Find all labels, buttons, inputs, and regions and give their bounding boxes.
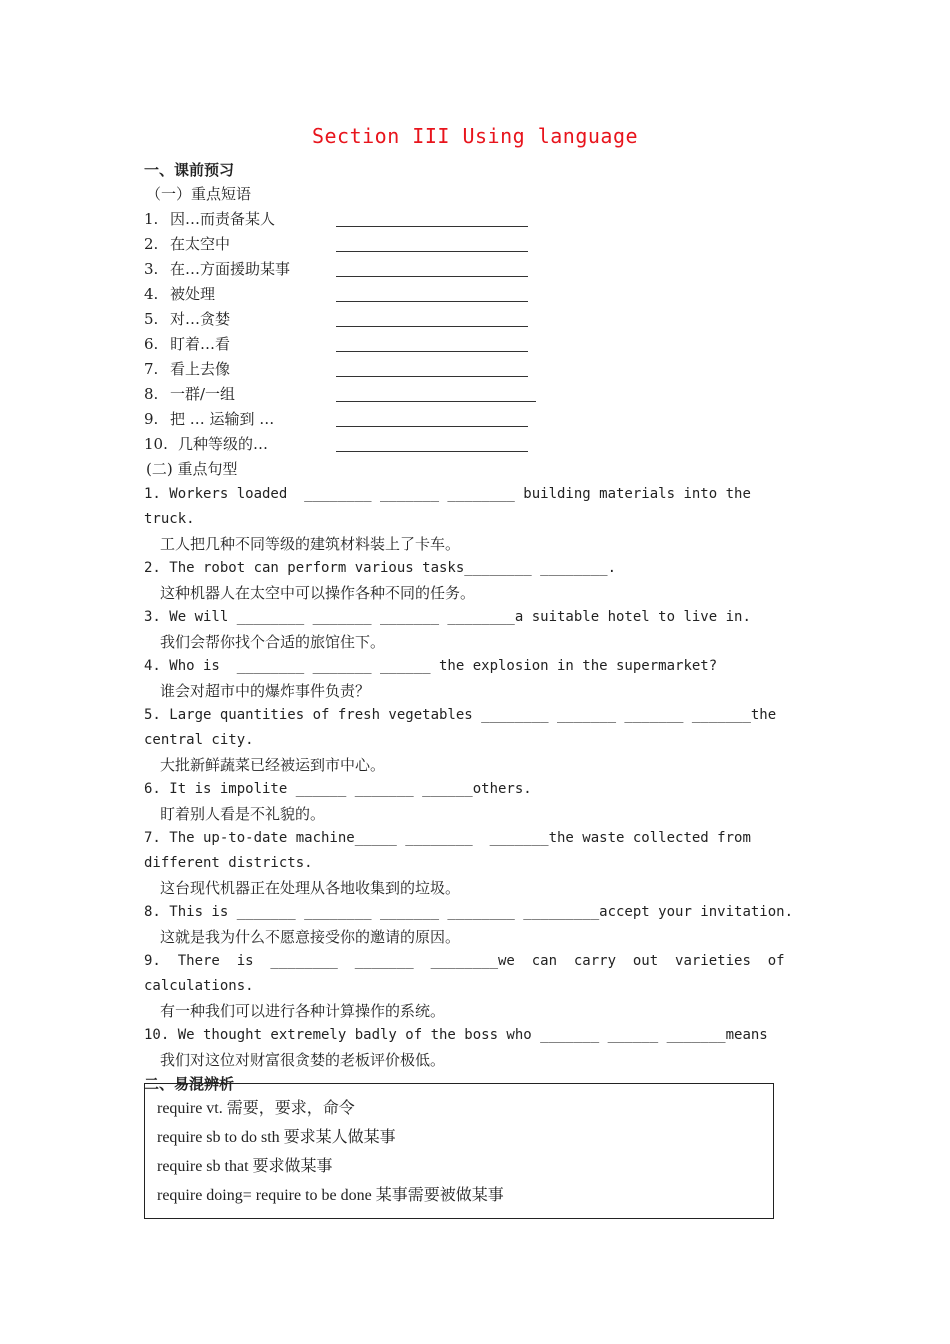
phrase-chinese: 因…而责备某人 <box>170 210 276 228</box>
key-sentences-heading: (二) 重点句型 <box>146 460 238 478</box>
sentence-item <box>144 1023 806 1072</box>
key-phrases-heading: （一）重点短语 <box>146 185 252 203</box>
phrase-chinese: 把 … 运输到 … <box>170 410 275 428</box>
answer-blank[interactable] <box>336 409 528 427</box>
phrase-number: 1. <box>144 210 159 228</box>
phrase-chinese: 被处理 <box>170 285 216 303</box>
sentence-english: 2. The robot can perform various tasks________ ________. <box>144 560 617 576</box>
sentence-chinese: 我们对这位对财富很贪婪的老板评价极低。 <box>160 1051 446 1069</box>
answer-blank[interactable] <box>336 359 528 377</box>
sentence-english: 3. We will ________ _______ _______ ________a suitable hotel to live in. <box>144 609 751 625</box>
part1-heading: 一、课前预习 <box>144 161 235 179</box>
phrase-chinese: 看上去像 <box>170 360 231 378</box>
answer-blank[interactable] <box>336 309 528 327</box>
box-line: require sb to do sth 要求某人做某事 <box>157 1129 396 1146</box>
sentence-item <box>144 703 806 777</box>
sentence-english: 5. Large quantities of fresh vegetables ________ _______ _______ _______the central city. <box>144 707 785 748</box>
answer-blank[interactable] <box>336 259 528 277</box>
phrase-chinese: 盯着…看 <box>170 335 231 353</box>
answer-blank[interactable] <box>336 434 528 452</box>
sentence-english: 9. There is ________ _______ ________we can carry out varieties of calculations. <box>144 953 794 994</box>
phrase-number: 8. <box>144 385 159 403</box>
sentence-chinese: 大批新鲜蔬菜已经被运到市中心。 <box>160 756 386 774</box>
phrase-chinese: 在…方面援助某事 <box>170 260 291 278</box>
box-line: require sb that 要求做某事 <box>157 1158 333 1175</box>
sentence-english: 4. Who is ________ _______ ______ the explosion in the supermarket? <box>144 658 718 674</box>
sentence-english: 1. Workers loaded ________ _______ ________ building materials into the truck. <box>144 486 760 527</box>
sentence-item <box>144 556 806 605</box>
phrase-item <box>144 357 806 382</box>
phrase-number: 6. <box>144 335 159 353</box>
sentence-english: 7. The up-to-date machine_____ ________ _______the waste collected from different districts. <box>144 830 760 871</box>
phrase-item <box>144 307 806 332</box>
answer-blank[interactable] <box>336 384 536 402</box>
phrase-list <box>144 207 806 457</box>
sentence-item <box>144 777 806 826</box>
phrase-item <box>144 257 806 282</box>
sentence-english: 10. We thought extremely badly of the boss who _______ ______ _______means <box>144 1027 768 1043</box>
box-line: require vt. 需要，要求，命令 <box>157 1100 355 1117</box>
phrase-number: 5. <box>144 310 159 328</box>
phrase-chinese: 一群/一组 <box>170 385 236 403</box>
phrase-number: 2. <box>144 235 159 253</box>
worksheet <box>144 120 806 1096</box>
sentence-item <box>144 949 806 1023</box>
answer-blank[interactable] <box>336 284 528 302</box>
sentence-chinese: 这种机器人在太空中可以操作各种不同的任务。 <box>160 584 476 602</box>
phrase-chinese: 对…贪婪 <box>170 310 231 328</box>
sentence-chinese: 盯着别人看是不礼貌的。 <box>160 805 326 823</box>
sentence-list <box>144 482 806 1072</box>
phrase-number: 7. <box>144 360 159 378</box>
phrase-number: 10. <box>144 435 168 453</box>
sentence-chinese: 工人把几种不同等级的建筑材料装上了卡车。 <box>160 535 461 553</box>
comparison-box <box>144 1083 774 1219</box>
sentence-chinese: 这就是我为什么不愿意接受你的邀请的原因。 <box>160 928 461 946</box>
phrase-item <box>144 407 806 432</box>
phrase-item <box>144 382 806 407</box>
phrase-item <box>144 332 806 357</box>
phrase-item <box>144 207 806 232</box>
sentence-english: 8. This is _______ ________ _______ ________ _________accept your invitation. <box>144 904 794 920</box>
sentence-english: 6. It is impolite ______ _______ ______others. <box>144 781 532 797</box>
answer-blank[interactable] <box>336 209 528 227</box>
phrase-number: 4. <box>144 285 159 303</box>
phrase-number: 9. <box>144 410 159 428</box>
answer-blank[interactable] <box>336 234 528 252</box>
phrase-chinese: 在太空中 <box>170 235 231 253</box>
phrase-item <box>144 232 806 257</box>
part2-heading: 二、易混辨析 <box>144 1075 235 1093</box>
sentence-item <box>144 654 806 703</box>
phrase-chinese: 几种等级的… <box>178 435 269 453</box>
box-line: require doing= require to be done 某事需要被做某事 <box>157 1187 504 1204</box>
sentence-chinese: 谁会对超市中的爆炸事件负责？ <box>160 682 371 700</box>
sentence-item <box>144 900 806 949</box>
sentence-chinese: 这台现代机器正在处理从各地收集到的垃圾。 <box>160 879 461 897</box>
sentence-chinese: 我们会帮你找个合适的旅馆住下。 <box>160 633 386 651</box>
answer-blank[interactable] <box>336 334 528 352</box>
phrase-number: 3. <box>144 260 159 278</box>
sentence-item <box>144 826 806 900</box>
sentence-item <box>144 482 806 556</box>
phrase-item <box>144 432 806 457</box>
sentence-item <box>144 605 806 654</box>
phrase-item <box>144 282 806 307</box>
sentence-chinese: 有一种我们可以进行各种计算操作的系统。 <box>160 1002 446 1020</box>
page-title: Section III Using language <box>311 124 639 148</box>
